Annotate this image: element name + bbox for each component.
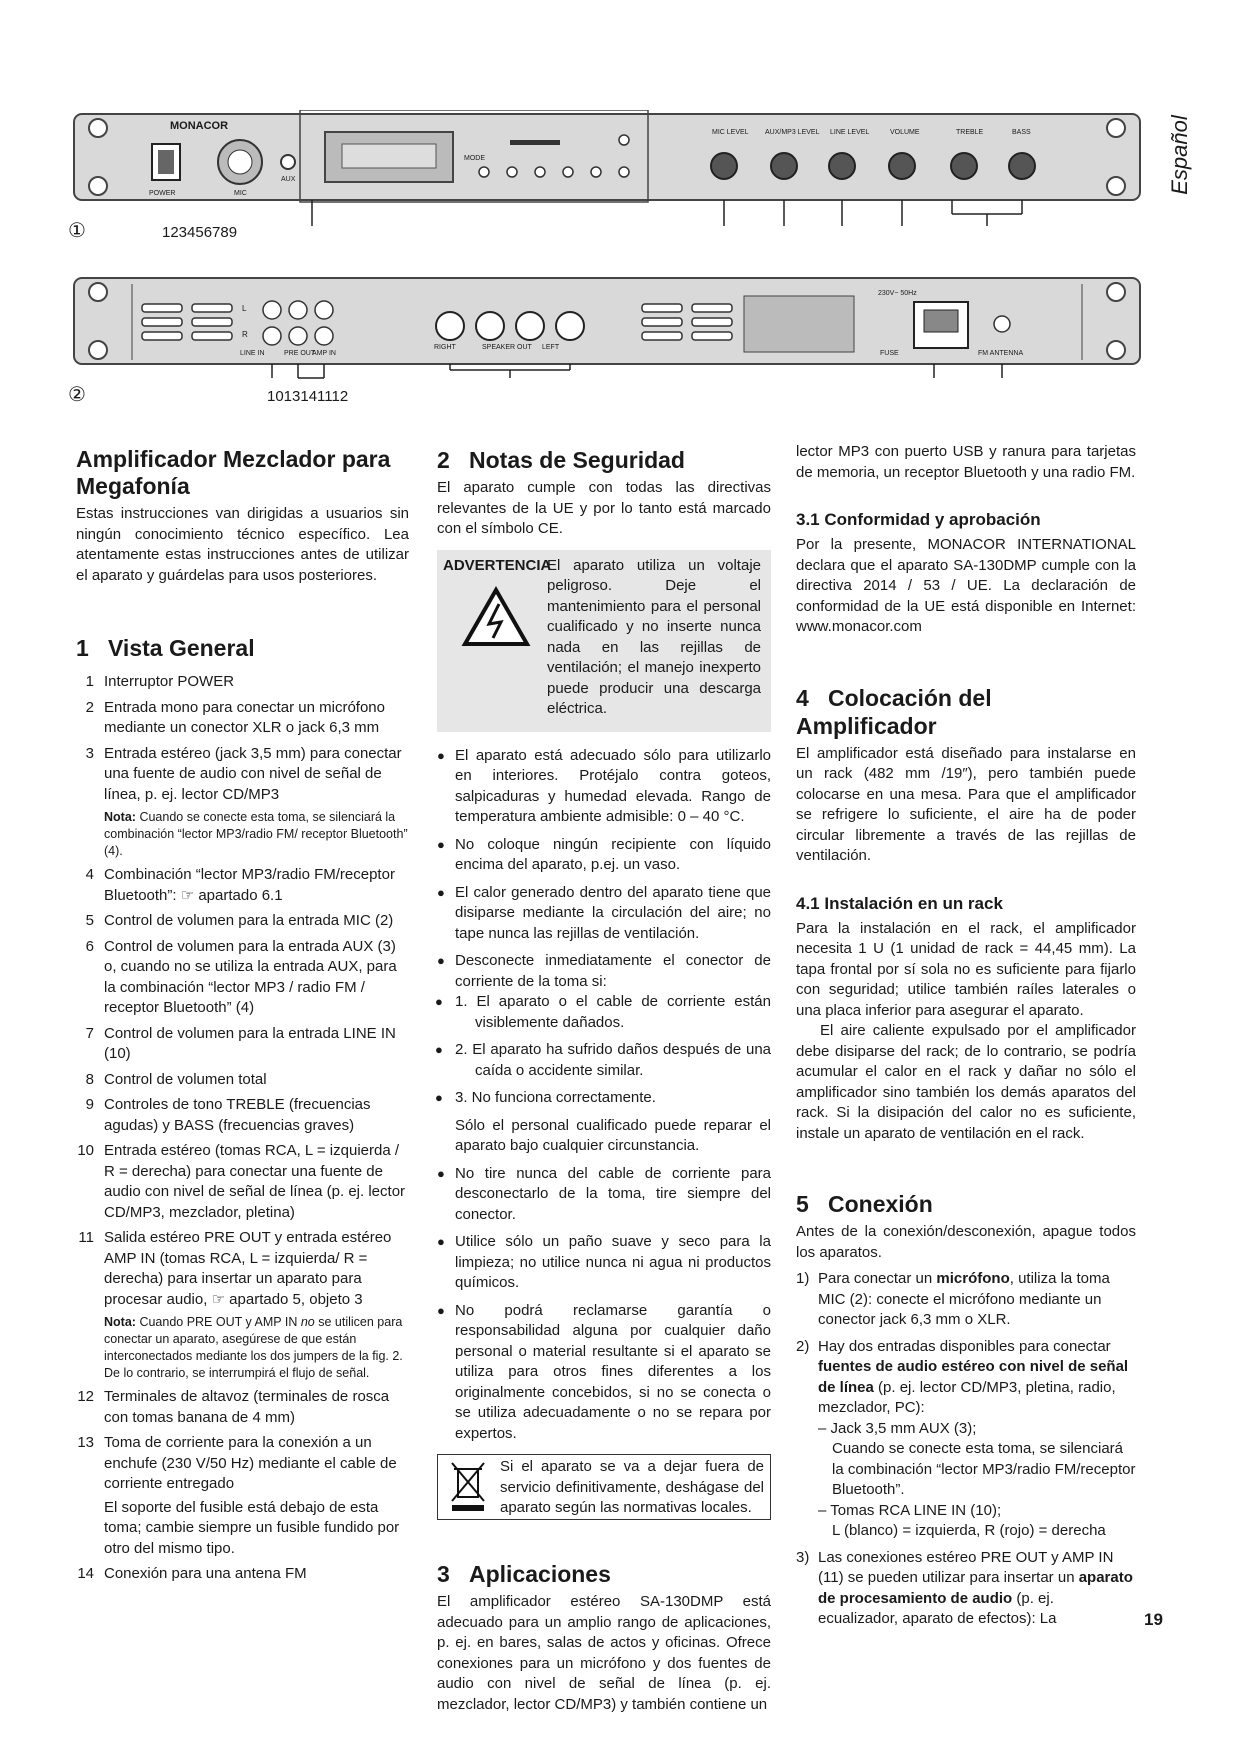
section-4-1-text: Para la instalación en el rack, el amplificador necesita 1 U (1 unidad de rack = 44,45 mm). La tapa frontal por sí sola no es suficiente para fijarlo con seguridad; utilice también raíles laterales o una placa inferior para asegurar el aparato. xyxy=(796,919,1136,1019)
item-number: 1) xyxy=(796,1270,810,1287)
waste-text: Si el aparato se va a dejar fuera de servicio definitivamente, deshágase del aparato según las normativas locales. xyxy=(500,1458,764,1516)
section-4-text: El amplificador está diseñado para instalarse en un rack (482 mm /19″), pero también puede colocarse en una mesa. Para que el amplificador se refrigere lo suficiente, el aire ha de poder circular libremente a través de las rejillas de ventilación. xyxy=(796,744,1136,864)
item-text: Para conectar un xyxy=(818,1270,937,1287)
list-item: ● 1. El aparato o el cable de corriente están visiblemente dañados. xyxy=(455,992,771,1033)
item-text: Controles de tono TREBLE (frecuencias agudas) y BASS (frecuencias graves) xyxy=(104,1096,371,1134)
section-3-number: 3 xyxy=(437,1561,450,1587)
section-3-text: El amplificador estéreo SA-130DMP está adecuado para un amplio rango de aplicaciones, p. ej. en bares, salas de actos y oficinas. Ofrece conexiones para un micrófono y dos fuentes de audio con nivel de señal de línea (p. ej. mezclador, lector CD/MP3) y también contiene un xyxy=(437,1593,771,1713)
item-bold: micrófono xyxy=(936,1270,1010,1287)
item-text: Toma de corriente para la conexión a un enchufe (230 V/50 Hz) mediante el cable de corriente entregado xyxy=(104,1434,397,1492)
item-number: 11 xyxy=(78,1229,94,1246)
section-5-intro: Antes de la conexión/desconexión, apague todos los aparatos. xyxy=(796,1223,1136,1261)
item-extra: El soporte del fusible está debajo de esta toma; cambie siempre un fusible fundido por otro del mismo tipo. xyxy=(104,1498,400,1557)
list-item: ● El calor generado dentro del aparato tiene que disiparse mediante la circulación del aire; no tape nunca las rejillas de ventilación. xyxy=(437,883,771,945)
item-number: 7 xyxy=(85,1024,94,1042)
section-1-heading xyxy=(76,634,409,662)
list-item: ● Utilice sólo un paño suave y seco para la limpieza; no utilice nunca ni agua ni productos químicos. xyxy=(437,1232,771,1294)
speaker-out-label: SPEAKER OUT xyxy=(482,344,532,351)
item-number: 13 xyxy=(77,1434,94,1451)
volume-label: VOLUME xyxy=(890,129,920,136)
section-3-heading xyxy=(437,1560,771,1588)
section-4-number: 4 xyxy=(796,684,809,711)
section-5-number: 5 xyxy=(796,1191,809,1217)
crossed-bin-icon xyxy=(448,1459,488,1515)
fuse-label: FUSE xyxy=(880,350,899,357)
section-2-title: Notas de Seguridad xyxy=(469,447,685,473)
item-number: 9 xyxy=(85,1096,94,1113)
section-1-number: 1 xyxy=(76,635,89,661)
section-3-1-title: 3.1 Conformidad y aprobación xyxy=(796,510,1041,529)
left-label: LEFT xyxy=(542,344,560,351)
item-number: 3 xyxy=(85,744,94,762)
list-item: ● El aparato está adecuado sólo para utilizarlo en interiores. Protéjalo contra goteos, salpicaduras y humedad elevada. Rango de temperatura ambiente admisible: 0 – 40 °C. xyxy=(437,746,771,828)
brand-logo: MONACOR xyxy=(170,120,229,132)
item-bold: aparato de procesamiento de audio xyxy=(818,1569,1133,1607)
list-item xyxy=(76,937,409,1019)
section-4-1-title: 4.1 Instalación en un rack xyxy=(796,893,1003,913)
item-text: Salida estéreo PRE OUT y entrada estéreo AMP IN (tomas RCA, L = izquierda/ R = derecha) para insertar un aparato para procesar audio, ☞ apartado 5, objeto 3 xyxy=(104,1229,392,1308)
list-item xyxy=(76,672,409,693)
rear-panel-drawing xyxy=(72,274,1142,394)
section-4-1-text-2: El aire caliente expulsado por el amplificador debe disiparse del rack; de lo contrario, se podría acumular el calor en el rack y dañar no sólo el amplificador sino también los demás aparatos del rack. Si la disipación del calor no es suficiente, instale un aparato de ventilación en el rack. xyxy=(796,1022,1136,1142)
disconnect-outro: Sólo el personal cualificado puede reparar el aparato bajo cualquier circunstancia. xyxy=(455,1116,771,1154)
section-4-heading xyxy=(796,684,1136,740)
intro-paragraph: Estas instrucciones van dirigidas a usuarios sin ningún conocimiento técnico específico. Lea atentamente estas instrucciones antes de utilizar el aparato y guárdelas para usos posteriores. xyxy=(76,505,409,584)
note xyxy=(104,809,409,860)
item-text: Entrada mono para conectar un micrófono mediante un conector XLR o jack 6,3 mm xyxy=(104,698,385,736)
waste-disposal-box xyxy=(437,1454,771,1520)
section-3-title: Aplicaciones xyxy=(469,1561,611,1587)
item-number: 8 xyxy=(85,1070,94,1088)
continued-text: lector MP3 con puerto USB y ranura para tarjetas de memoria, un receptor Bluetooth y una radio FM. xyxy=(796,443,1136,481)
language-tab-label: Español xyxy=(1167,115,1192,195)
fm-antenna-label: FM ANTENNA xyxy=(978,350,1024,357)
amp-in-label: AMP IN xyxy=(312,350,336,357)
list-item xyxy=(76,1095,409,1136)
item-number: 5 xyxy=(85,912,94,929)
item-text: Control de volumen total xyxy=(104,1070,267,1088)
note-text: se utilicen para conectar un aparato, asegúrese de que están interconectados mediante los dos jumpers de la fig. 2. De lo contrario, se interrumpirá el flujo de señal. xyxy=(104,1315,403,1380)
list-item xyxy=(796,1548,1136,1630)
safety-bullet-list xyxy=(437,746,771,1445)
column-1 xyxy=(76,446,409,1590)
item-text: (p. ej. ecualizador, aparato de efectos): La xyxy=(818,1589,1057,1627)
note-label: Nota: xyxy=(104,1315,136,1329)
item-text: Terminales de altavoz (terminales de rosca con tomas banana de 4 mm) xyxy=(104,1388,390,1426)
item-text: , utiliza la toma MIC (2): conecte el micrófono mediante un conector jack 6,3 mm o XLR. xyxy=(818,1270,1110,1328)
item-text: Entrada estéreo (tomas RCA, L = izquierda / R = derecha) para conectar una fuente de audio con nivel de señal de línea (p. ej. lector CD/MP3, mezclador, pletina) xyxy=(104,1142,406,1221)
figure2-number: ② xyxy=(68,384,86,406)
column-2 xyxy=(437,446,771,1715)
list-item: ● No podrá reclamarse garantía o responsabilidad alguna por cualquier daño personal o material resultante si el aparato se utiliza para otros fines diferentes a los originalmente concebidos, si no se conecta o se utiliza adecuadamente o no se repara por expertos. xyxy=(437,1301,771,1445)
list-item: ● 3. No funciona correctamente. xyxy=(455,1088,771,1109)
voltage-label: 230V~ 50Hz xyxy=(878,290,917,297)
language-tab xyxy=(1160,105,1200,205)
mic-label: MIC xyxy=(234,190,247,197)
front-panel-drawing xyxy=(72,110,1142,230)
item-number: 4 xyxy=(85,866,94,883)
item-number: 2) xyxy=(796,1337,810,1355)
aux-label: AUX xyxy=(281,176,296,183)
section-5-heading xyxy=(796,1190,1136,1218)
document-title: Amplificador Mezclador para Megafonía xyxy=(76,446,391,499)
section-3-1-text: Por la presente, MONACOR INTERNATIONAL declara que el aparato SA-130DMP cumple con la directiva 2014 / 53 / UE. La declaración de conformidad de la UE está disponible en Internet: www.monacor.com xyxy=(796,536,1136,635)
item-number: 10 xyxy=(77,1142,94,1159)
list-item xyxy=(76,744,409,861)
note-emphasis: no xyxy=(300,1315,315,1329)
item-text: Interruptor POWER xyxy=(104,673,235,690)
list-item xyxy=(76,865,409,906)
item-text: Conexión para una antena FM xyxy=(104,1565,307,1582)
item-text: Combinación “lector MP3/radio FM/receptor Bluetooth”: ☞ apartado 6.1 xyxy=(104,866,395,904)
disconnect-intro: ● Desconecte inmediatamente el conector de corriente de la toma si: xyxy=(455,952,771,990)
item-text: (p. ej. lector CD/MP3, pletina, radio, mezclador, PC): xyxy=(818,1378,1116,1416)
note xyxy=(104,1314,409,1382)
note-text: Cuando se conecte esta toma, se silenciará la combinación “lector MP3/radio FM/ receptor Bluetooth” (4). xyxy=(104,810,408,858)
list-item xyxy=(76,1228,409,1382)
figure1-callout: 123456789 xyxy=(162,224,238,241)
mic-level-label: MIC LEVEL xyxy=(712,129,749,136)
list-item xyxy=(76,1387,409,1428)
note-label: Nota: xyxy=(104,810,136,824)
warning-label: ADVERTENCIA xyxy=(443,556,552,574)
mode-label: MODE xyxy=(464,155,485,162)
list-item xyxy=(76,1141,409,1223)
item-text: Control de volumen para la entrada MIC (2) xyxy=(104,912,394,929)
section-2-intro: El aparato cumple con todas las directivas relevantes de la UE y por lo tanto está marcado con el símbolo CE. xyxy=(437,479,771,537)
item-number: 6 xyxy=(85,937,94,955)
item-bold: fuentes de audio estéreo con nivel de señal de línea xyxy=(818,1358,1129,1396)
item-text: Control de volumen para la entrada AUX (3) o, cuando no se utiliza la entrada AUX, para la combinación “lector MP3 / radio FM / receptor Bluetooth” (4) xyxy=(104,937,397,1016)
treble-label: TREBLE xyxy=(956,129,984,136)
list-item xyxy=(76,1433,409,1559)
list-item xyxy=(76,1070,409,1091)
note-text: Cuando PRE OUT y AMP IN xyxy=(139,1315,301,1329)
line-level-label: LINE LEVEL xyxy=(830,129,870,136)
aux-level-label: AUX/MP3 LEVEL xyxy=(765,129,820,136)
list-item xyxy=(76,1564,409,1585)
list-item xyxy=(796,1269,1136,1331)
item-number: 12 xyxy=(77,1388,94,1405)
sub-item-detail: L (blanco) = izquierda, R (rojo) = derecha xyxy=(832,1522,1106,1539)
r-label: R xyxy=(242,330,248,339)
overview-list xyxy=(76,672,409,1585)
list-item xyxy=(796,1337,1136,1542)
column-3 xyxy=(796,442,1136,1636)
item-text: Entrada estéreo (jack 3,5 mm) para conectar una fuente de audio con nivel de señal de línea, p. ej. lector CD/MP3 xyxy=(104,744,402,803)
right-label: RIGHT xyxy=(434,344,456,351)
figure-rear-panel xyxy=(68,274,1142,406)
item-number: 2 xyxy=(85,698,94,716)
l-label: L xyxy=(242,304,247,313)
bass-label: BASS xyxy=(1012,129,1031,136)
item-number: 1 xyxy=(85,673,94,690)
section-5-title: Conexión xyxy=(828,1191,933,1217)
warning-box xyxy=(437,550,771,732)
sub-item: – Jack 3,5 mm AUX (3); xyxy=(818,1419,977,1437)
section-4-title: Colocación del Amplificador xyxy=(796,684,992,739)
item-number: 3) xyxy=(796,1548,810,1566)
list-item: ● 2. El aparato ha sufrido daños después de una caída o accidente similar. xyxy=(455,1040,771,1081)
sub-item: – Tomas RCA LINE IN (10); xyxy=(818,1501,1002,1519)
figure1-number: ① xyxy=(68,220,86,242)
list-item xyxy=(76,698,409,739)
item-number: 14 xyxy=(77,1565,94,1582)
item-text: Hay dos entradas disponibles para conectar xyxy=(818,1337,1111,1355)
list-item xyxy=(437,951,771,1157)
pre-out-label: PRE OUT xyxy=(284,350,316,357)
list-item: ● No coloque ningún recipiente con líquido encima del aparato, p.ej. un vaso. xyxy=(437,835,771,876)
figure2-callout: 1013141112 xyxy=(267,388,349,405)
connection-list xyxy=(796,1269,1136,1630)
section-1-title: Vista General xyxy=(108,635,255,661)
list-item xyxy=(76,911,409,932)
power-label: POWER xyxy=(149,190,176,197)
list-item: ● No tire nunca del cable de corriente para desconectarlo de la toma, tire siempre del conector. xyxy=(437,1164,771,1226)
section-2-heading xyxy=(437,446,771,474)
sub-item-detail: Cuando se conecte esta toma, se silenciará la combinación “lector MP3/radio FM/receptor Bluetooth”. xyxy=(832,1440,1136,1498)
high-voltage-warning-icon xyxy=(461,586,531,648)
item-text: Control de volumen para la entrada LINE IN (10) xyxy=(104,1024,396,1062)
list-item xyxy=(76,1024,409,1065)
disconnect-list xyxy=(455,992,771,1109)
section-2-number: 2 xyxy=(437,447,450,473)
figure-front-panel xyxy=(68,110,1142,242)
warning-text: El aparato utiliza un voltaje peligroso. Deje el mantenimiento para el personal cualificado y no inserte nunca nada en las rejillas de ventilación; el manejo inexperto puede producir una descarga eléctrica. xyxy=(547,556,761,717)
page-number: 19 xyxy=(1144,1610,1163,1629)
line-in-label: LINE IN xyxy=(240,350,265,357)
item-text: Las conexiones estéreo PRE OUT y AMP IN (11) se pueden utilizar para insertar un xyxy=(818,1548,1114,1586)
